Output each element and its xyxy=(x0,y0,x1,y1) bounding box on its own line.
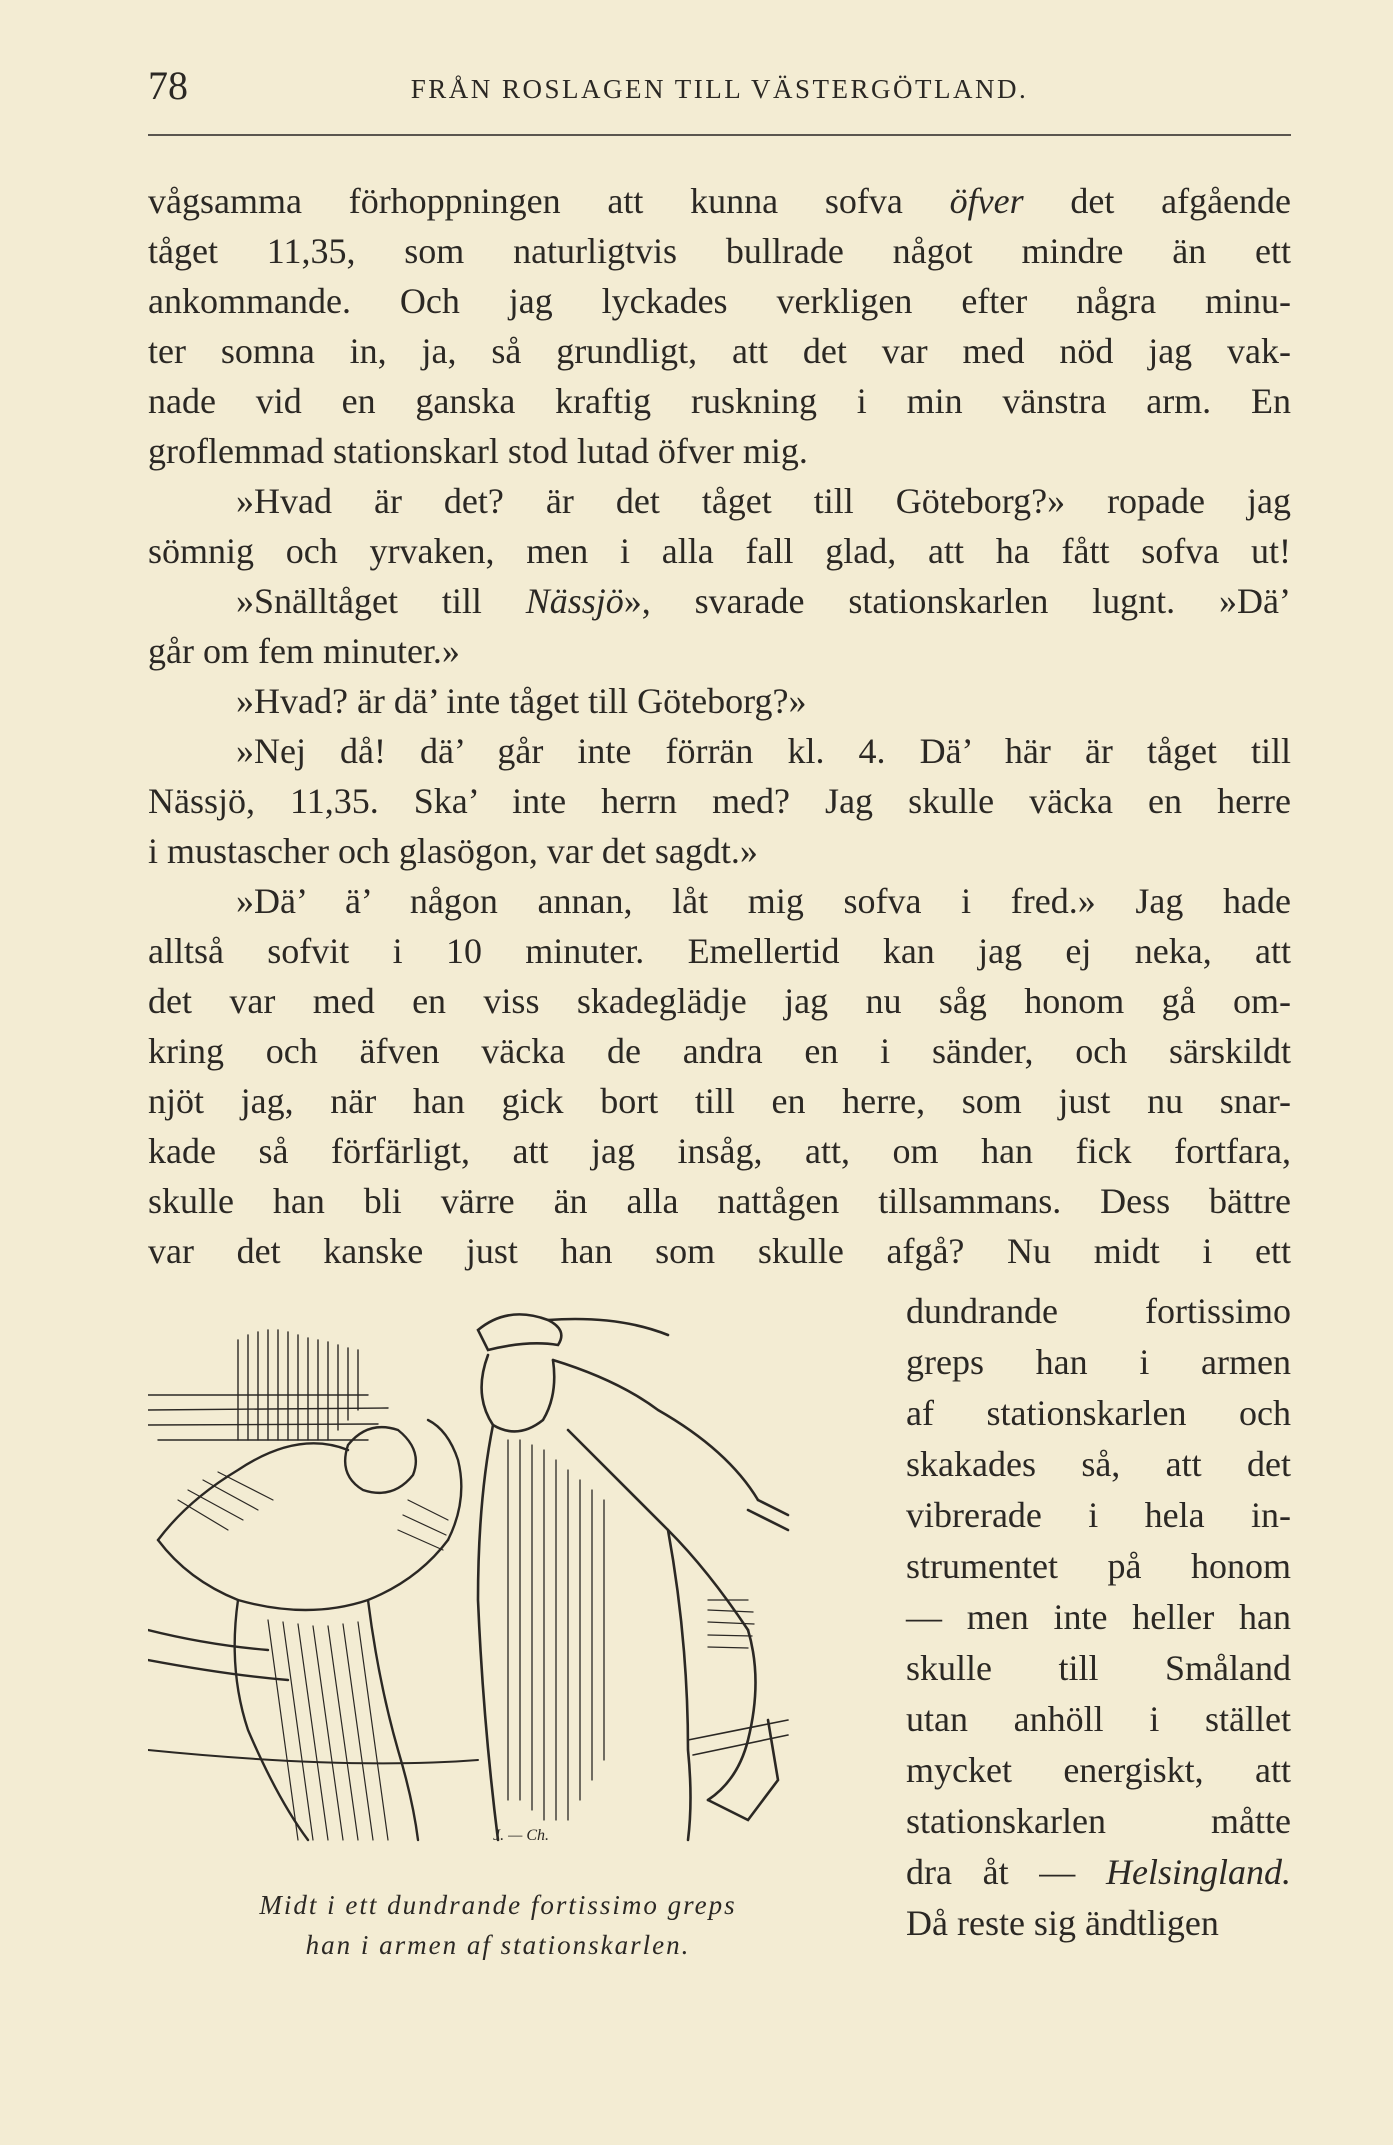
text-line: kring och äfven väcka de andra en i sänder, och särskildt xyxy=(148,1031,1291,1071)
text-line: utan anhöll i stället xyxy=(906,1699,1291,1739)
text-line: — men inte heller han xyxy=(906,1597,1291,1637)
text-line: dundrande fortissimo xyxy=(906,1291,1291,1331)
text-line: i mustascher och glasögon, var det sagdt.» xyxy=(148,831,758,871)
text-line: stationskarlen måtte xyxy=(906,1801,1291,1841)
text-line: »Hvad? är dä’ inte tåget till Göteborg?» xyxy=(236,681,807,721)
text-line: »Dä’ ä’ någon annan, låt mig sofva i fred.» Jag hade xyxy=(236,881,1291,921)
text-line: vibrerade i hela in- xyxy=(906,1495,1291,1535)
text-line: sömnig och yrvaken, men i alla fall glad, att ha fått sofva ut! xyxy=(148,531,1291,571)
illustration-caption-line: Midt i ett dundrande fortissimo greps xyxy=(259,1890,737,1920)
text-line: groflemmad stationskarl stod lutad öfver mig. xyxy=(148,431,808,471)
text-line: det var med en viss skadeglädje jag nu såg honom gå om- xyxy=(148,981,1291,1021)
text-line: nade vid en ganska kraftig ruskning i min vänstra arm. En xyxy=(148,381,1291,421)
running-title: FRÅN ROSLAGEN TILL VÄSTERGÖTLAND. xyxy=(410,74,1029,104)
artist-signature: J. — Ch. xyxy=(493,1827,549,1844)
page-number: 78 xyxy=(148,63,188,108)
text-line: »Hvad är det? är det tåget till Göteborg?» ropade jag xyxy=(236,481,1291,521)
text-line: skakades så, att det xyxy=(906,1444,1291,1484)
text-line: Då reste sig ändtligen xyxy=(906,1903,1219,1943)
text-line: mycket energiskt, att xyxy=(906,1750,1291,1790)
text-line: skulle han bli värre än alla nattågen tillsammans. Dess bättre xyxy=(148,1181,1291,1221)
page-header xyxy=(148,62,1291,122)
text-line: af stationskarlen och xyxy=(906,1393,1291,1433)
text-line: greps han i armen xyxy=(906,1342,1291,1382)
text-line: njöt jag, när han gick bort till en herre, som just nu snar- xyxy=(148,1081,1291,1121)
text-line: ankommande. Och jag lyckades verkligen efter några minu- xyxy=(148,281,1291,321)
text-line: kade så förfärligt, att jag insåg, att, om han fick fortfara, xyxy=(148,1131,1291,1171)
text-line: ter somna in, ja, så grundligt, att det var med nöd jag vak- xyxy=(148,331,1291,371)
header-rule xyxy=(148,134,1291,136)
text-line: vågsamma förhoppningen att kunna sofva öfver det afgående xyxy=(148,181,1292,221)
text-line: dra åt — Helsingland. xyxy=(906,1852,1291,1892)
text-line: strumentet på honom xyxy=(906,1546,1291,1586)
text-line: »Snälltåget till Nässjö», svarade stationskarlen lugnt. »Dä’ xyxy=(236,581,1291,621)
text-line: går om fem minuter.» xyxy=(148,631,460,671)
text-line: »Nej då! dä’ går inte förrän kl. 4. Dä’ här är tåget till xyxy=(236,731,1291,771)
text-line: var det kanske just han som skulle afgå? Nu midt i ett xyxy=(148,1231,1291,1271)
text-line: tåget 11,35, som naturligtvis bullrade något mindre än ett xyxy=(148,231,1291,271)
illustration-caption-line: han i armen af stationskarlen. xyxy=(305,1930,691,1960)
text-line: skulle till Småland xyxy=(906,1648,1291,1688)
text-line: alltså sofvit i 10 minuter. Emellertid kan jag ej neka, att xyxy=(148,931,1291,971)
illustration-station-worker-shaking-sleeper xyxy=(148,1300,848,1860)
text-line: Nässjö, 11,35. Ska’ inte herrn med? Jag skulle väcka en herre xyxy=(148,781,1291,821)
